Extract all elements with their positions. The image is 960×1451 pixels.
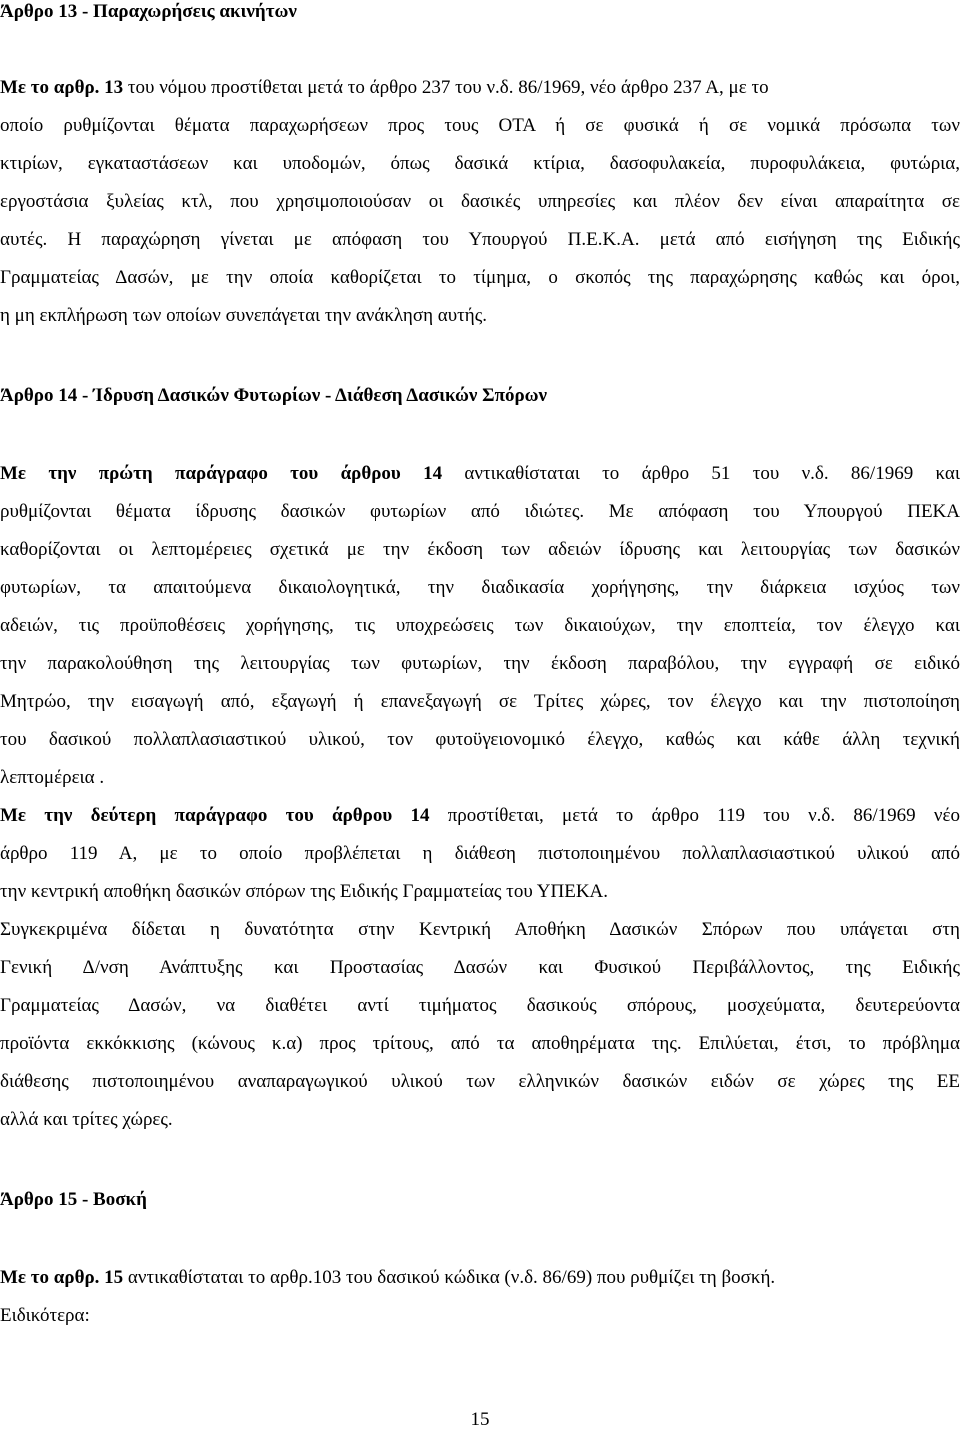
article-13-line: αυτές. Η παραχώρηση γίνεται με απόφαση του Υπουργού Π.Ε.Κ.Α. μετά από εισήγηση της Ειδικής (0, 229, 960, 250)
article-14-line: Συγκεκριμένα δίδεται η δυνατότητα στην Κεντρική Αποθήκη Δασικών Σπόρων που υπάγεται στη (0, 919, 960, 940)
article-15-line: Ειδικότερα: (0, 1305, 90, 1326)
article-14-intro-line (0, 462, 960, 486)
article-15-intro-rest: αντικαθίσταται το αρθρ.103 του δασικού κώδικα (ν.δ. 86/69) που ρυθμίζει τη βοσκή. (123, 1267, 776, 1288)
article-14-line: την παρακολούθηση της λειτουργίας των φυτωρίων, την έκδοση παραβόλου, την εγγραφή σε ειδικό (0, 653, 960, 674)
article-14-line: αδειών, τις προϋποθέσεις χορήγησης, τις υποχρεώσεις των δικαιούχων, την εποπτεία, τον έλεγχο και (0, 615, 960, 636)
article-13-line: η μη εκπλήρωση των οποίων συνεπάγεται την ανάκληση αυτής. (0, 305, 488, 326)
article-14-p2-intro-rest: προστίθεται, μετά το άρθρο 119 του ν.δ. 86/1969 νέο (429, 805, 960, 826)
article-14-line: την κεντρική αποθήκη δασικών σπόρων της Ειδικής Γραμματείας του ΥΠΕΚΑ. (0, 881, 609, 902)
article-14-intro-rest: αντικαθίσταται το άρθρο 51 του ν.δ. 86/1969 και (442, 463, 960, 484)
page-number: 15 (470, 1409, 490, 1430)
article-13-heading: Άρθρο 13 - Παραχωρήσεις ακινήτων (0, 1, 297, 22)
article-15-intro-bold: Με το αρθρ. 15 (0, 1267, 124, 1288)
article-14-heading: Άρθρο 14 - Ίδρυση Δασικών Φυτωρίων - Διάθεση Δασικών Σπόρων (0, 385, 548, 406)
article-13-line: οποίο ρυθμίζονται θέματα παραχωρήσεων προς τους ΟΤΑ ή σε φυσικά ή σε νομικά πρόσωπα των (0, 115, 960, 136)
article-14-p2-intro-bold: Με την δεύτερη παράγραφο του άρθρου 14 (0, 805, 430, 826)
article-13-line: Γραμματείας Δασών, με την οποία καθορίζεται το τίμημα, ο σκοπός της παραχώρησης καθώς και όροι, (0, 267, 960, 288)
article-13-intro-line (0, 76, 960, 100)
article-14-intro-bold: Με την πρώτη παράγραφο του άρθρου 14 (0, 463, 443, 484)
article-13-intro-rest: του νόμου προστίθεται μετά το άρθρο 237 του ν.δ. 86/1969, νέο άρθρο 237 Α, με το (123, 77, 769, 98)
article-15-intro-line (0, 1266, 960, 1290)
article-13-intro-bold: Με το αρθρ. 13 (0, 77, 124, 98)
article-14-line: Γενική Δ/νση Ανάπτυξης και Προστασίας Δασών και Φυσικού Περιβάλλοντος, της Ειδικής (0, 957, 960, 978)
article-14-line: διάθεσης πιστοποιημένου αναπαραγωγικού υλικού των ελληνικών δασικών ειδών σε χώρες της ΕΕ (0, 1071, 960, 1092)
article-15-heading: Άρθρο 15 - Βοσκή (0, 1189, 147, 1210)
article-14-line: φυτωρίων, τα απαιτούμενα δικαιολογητικά, την διαδικασία χορήγησης, την διάρκεια ισχύος των (0, 577, 960, 598)
article-13-line: εργοστάσια ξυλείας κτλ, που χρησιμοποιούσαν οι δασικές υπηρεσίες και πλέον δεν είναι απαραίτητα σε (0, 191, 960, 212)
article-14-line: αλλά και τρίτες χώρες. (0, 1109, 173, 1130)
article-13-line: κτιρίων, εγκαταστάσεων και υποδομών, όπως δασικά κτίρια, δασοφυλακεία, πυροφυλάκεια, φυτώρια, (0, 153, 960, 174)
article-14-line: λεπτομέρεια . (0, 767, 105, 788)
article-14-line: καθορίζονται οι λεπτομέρειες σχετικά με την έκδοση των αδειών ίδρυσης και λειτουργίας των δασικών (0, 539, 960, 560)
article-14-line: άρθρο 119 Α, με το οποίο προβλέπεται η διάθεση πιστοποιημένου πολλαπλασιαστικού υλικού από (0, 843, 960, 864)
article-14-line: ρυθμίζονται θέματα ίδρυσης δασικών φυτωρίων από ιδιώτες. Με απόφαση του Υπουργού ΠΕΚΑ (0, 501, 960, 522)
article-14-line: Μητρώο, την εισαγωγή από, εξαγωγή ή επανεξαγωγή σε Τρίτες χώρες, τον έλεγχο και την πιστοποίηση (0, 691, 960, 712)
article-14-line: του δασικού πολλαπλασιαστικού υλικού, τον φυτοϋγειονομικό έλεγχο, καθώς και κάθε άλλη τεχνική (0, 729, 960, 750)
article-14-line: Γραμματείας Δασών, να διαθέτει αντί τιμήματος δασικούς σπόρους, μοσχεύματα, δευτερεύοντα (0, 995, 960, 1016)
article-14-line: προϊόντα εκκόκκισης (κώνους κ.α) προς τρίτους, από τα αποθηρέματα της. Επιλύεται, έτσι, το πρόβλημα (0, 1033, 960, 1054)
article-14-p2-intro-line (0, 804, 960, 828)
